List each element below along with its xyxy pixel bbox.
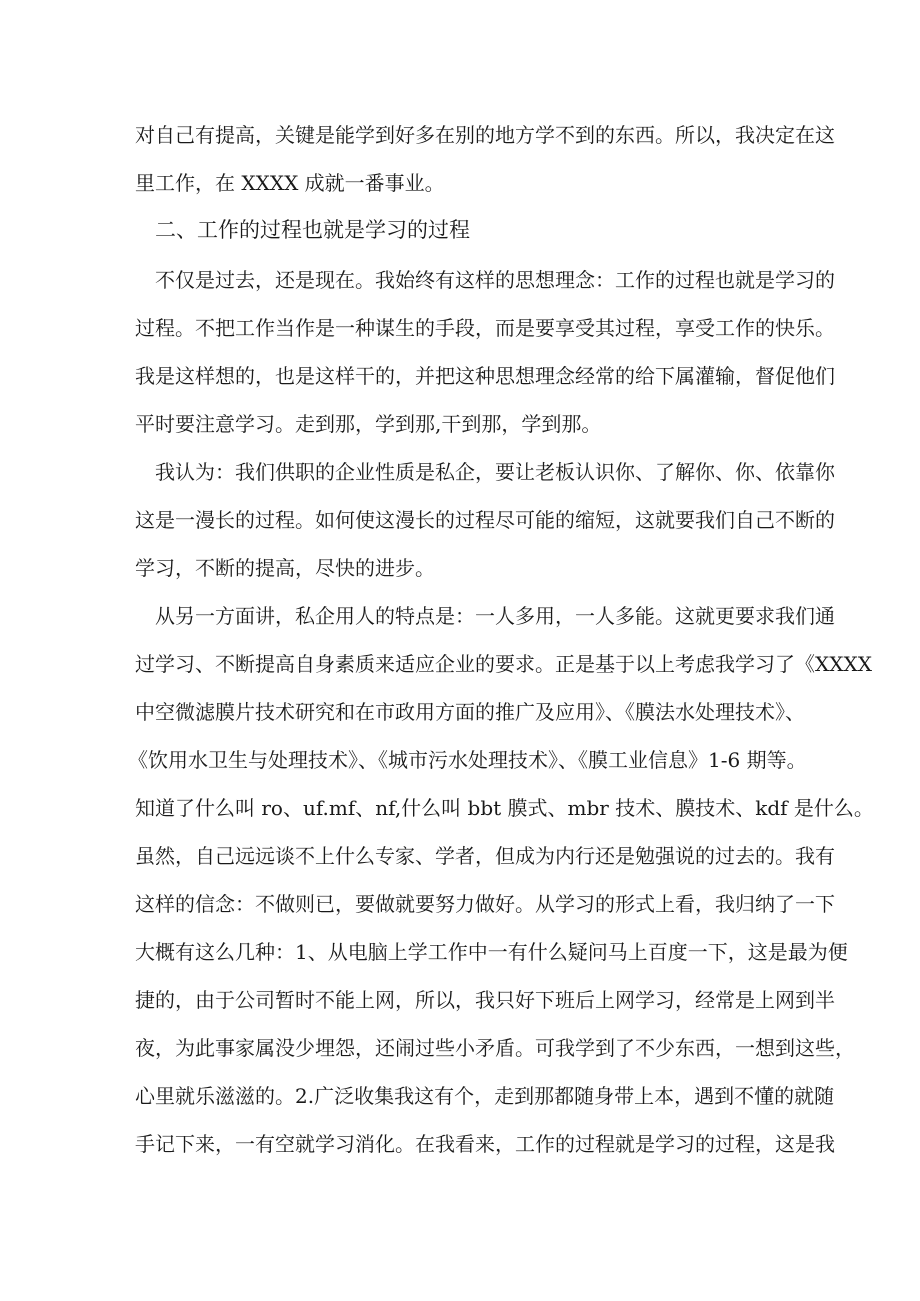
text-line: 我是这样想的，也是这样干的，并把这种思想理念经常的给下属灌输，督促他们 — [135, 364, 835, 388]
section-heading: 二、工作的过程也就是学习的过程 — [155, 218, 470, 242]
text-line: 平时要注意学习。走到那，学到那,干到那，学到那。 — [135, 412, 602, 436]
text-line: 捷的，由于公司暂时不能上网，所以，我只好下班后上网学习，经常是上网到半 — [135, 988, 835, 1012]
text-line: 《饮用水卫生与处理技术》、《城市污水处理技术》、《膜工业信息》1-6 期等。 — [128, 748, 807, 772]
text-line: 手记下来，一有空就学习消化。在我看来，工作的过程就是学习的过程，这是我 — [135, 1132, 835, 1156]
text-line: 知道了什么叫 ro、uf.mf、nf,什么叫 bbt 膜式、mbr 技术、膜技术、kdf 是什么。 — [135, 796, 874, 820]
text-line: 对自己有提高，关键是能学到好多在别的地方学不到的东西。所以，我决定在这 — [135, 123, 835, 147]
text-line: 大概有这么几种：1、从电脑上学工作中一有什么疑问马上百度一下，这是最为便 — [135, 940, 848, 964]
text-line: 过学习、不断提高自身素质来适应企业的要求。正是基于以上考虑我学习了《XXXX — [135, 652, 872, 676]
text-line: 学习，不断的提高，尽快的进步。 — [135, 556, 435, 580]
text-line: 夜，为此事家属没少埋怨，还闹过些小矛盾。可我学到了不少东西，一想到这些， — [135, 1036, 855, 1060]
text-line: 里工作，在 XXXX 成就一番事业。 — [135, 171, 445, 195]
text-line: 虽然，自己远远谈不上什么专家、学者，但成为内行还是勉强说的过去的。我有 — [135, 844, 835, 868]
text-line: 我认为：我们供职的企业性质是私企，要让老板认识你、了解你、你、依靠你 — [155, 460, 835, 484]
text-line: 不仅是过去，还是现在。我始终有这样的思想理念：工作的过程也就是学习的 — [155, 268, 835, 292]
text-line: 从另一方面讲，私企用人的特点是：一人多用，一人多能。这就更要求我们通 — [155, 604, 835, 628]
text-line: 中空微滤膜片技术研究和在市政用方面的推广及应用》、《膜法水处理技术》、 — [135, 700, 805, 724]
text-line: 心里就乐滋滋的。2.广泛收集我这有个，走到那都随身带上本，遇到不懂的就随 — [135, 1084, 835, 1108]
text-line: 这样的信念：不做则已，要做就要努力做好。从学习的形式上看，我归纳了一下 — [135, 892, 835, 916]
text-line: 过程。不把工作当作是一种谋生的手段，而是要享受其过程，享受工作的快乐。 — [135, 316, 835, 340]
text-line: 这是一漫长的过程。如何使这漫长的过程尽可能的缩短，这就要我们自己不断的 — [135, 508, 835, 532]
